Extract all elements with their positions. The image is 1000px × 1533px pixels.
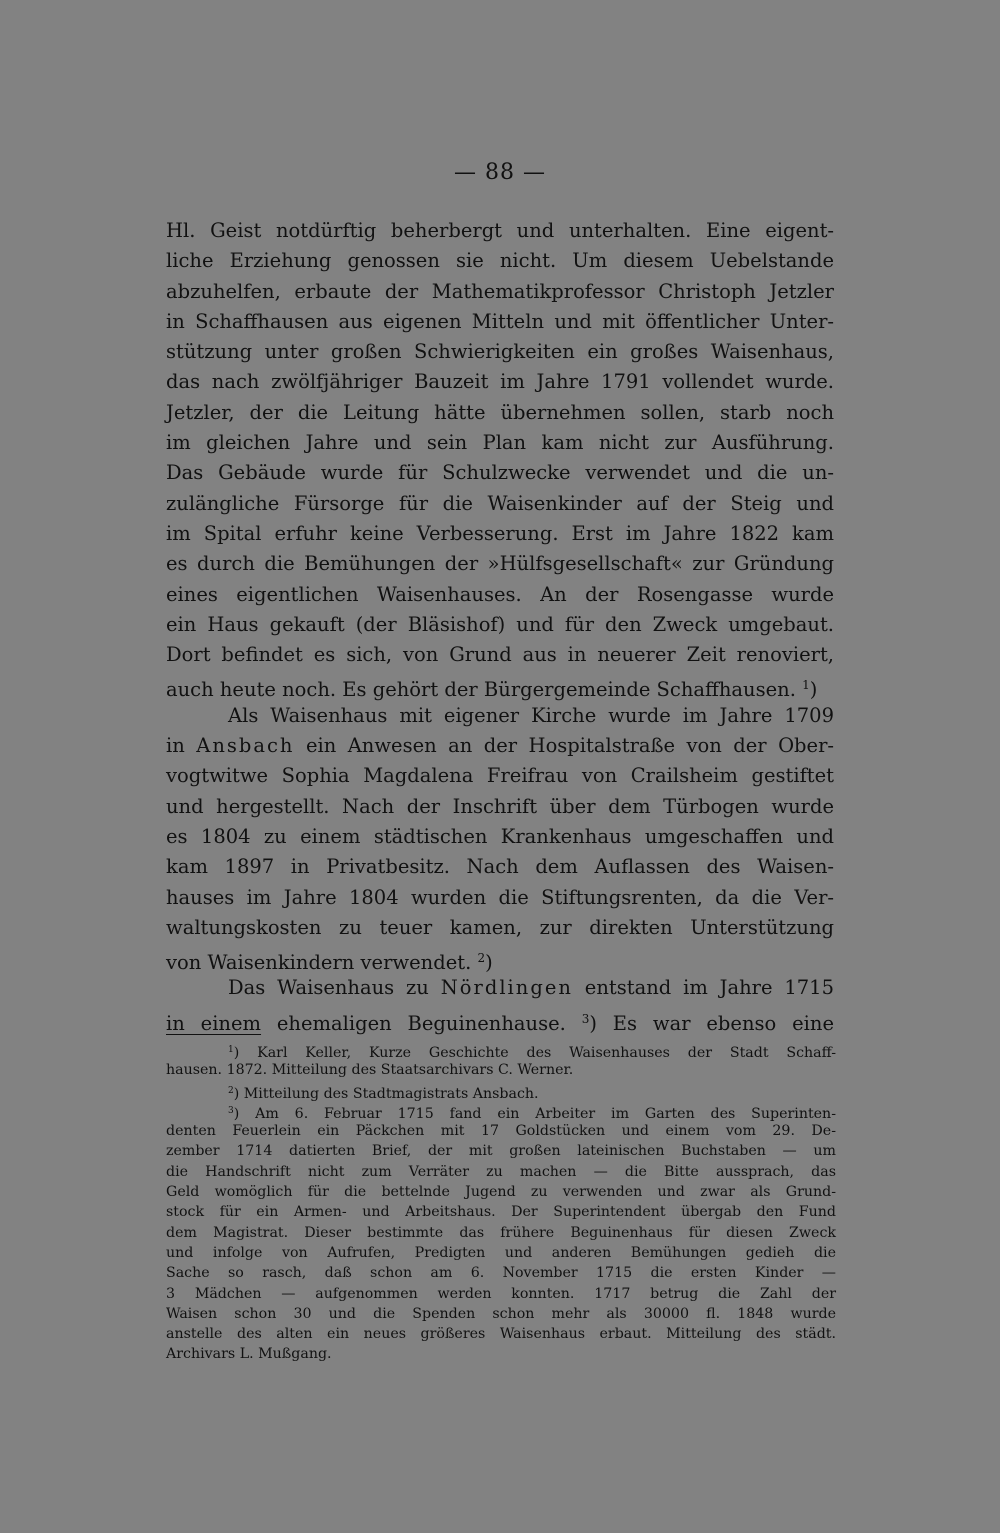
footnote-line: Archivars L. Mußgang.: [166, 1346, 332, 1363]
footnote-line: [166, 1101, 836, 1121]
text-line: hauses im Jahre 1804 wurden die Stiftungsrenten, da die Ver-: [166, 885, 834, 909]
text-line: und hergestellt. Nach der Inschrift über dem Türbogen wurde: [166, 794, 834, 818]
text-line: es 1804 zu einem städtischen Krankenhaus umgeschaffen und: [166, 824, 834, 848]
footnote-text: ) Mitteilung des Stadtmagistrats Ansbach.: [233, 1085, 539, 1102]
text-line: kam 1897 in Privatbesitz. Nach dem Auflassen des Waisen-: [166, 855, 834, 879]
footnote-ref: 3: [581, 1011, 590, 1026]
footnote-line: dem Magistrat. Dieser bestimmte das frühere Beguinenhaus für diesen Zweck: [166, 1224, 836, 1241]
text-line: in Schaffhausen aus eigenen Mitteln und mit öffentlicher Unter-: [166, 309, 834, 333]
text-line: das nach zwölfjähriger Bauzeit im Jahre 1791 vollendet wurde.: [166, 370, 834, 394]
footnote-line: Geld womöglich für die bettelnde Jugend zu verwenden und zwar als Grund-: [166, 1184, 836, 1201]
text-line: Dort befindet es sich, von Grund aus in neuerer Zeit renoviert,: [166, 643, 834, 667]
line-text: von Waisenkindern verwendet.: [166, 951, 478, 975]
page-number: — 88 —: [454, 160, 546, 185]
footnote-line: [166, 1081, 836, 1101]
footnote-line: die Handschrift nicht zum Verräter zu machen — die Bitte aussprach, das: [166, 1163, 836, 1180]
footnote-text: ) Karl Keller, Kurze Geschichte des Waisenhauses der Stadt Schaff-: [233, 1045, 836, 1061]
footnote-line: 3 Mädchen — aufgenommen werden konnten. 1717 betrug die Zahl der: [166, 1285, 836, 1302]
text-line: eines eigentlichen Waisenhauses. An der Rosengasse wurde: [166, 582, 834, 606]
text-line: im gleichen Jahre und sein Plan kam nicht zur Ausführung.: [166, 431, 834, 455]
footnote-line: [166, 1040, 836, 1060]
footnote-number: 2: [228, 1085, 234, 1096]
footnote-line: denten Feuerlein ein Päckchen mit 17 Goldstücken und einem vom 29. De-: [166, 1123, 836, 1140]
footnote-number: 3: [228, 1105, 234, 1116]
line-text: auch heute noch. Es gehört der Bürgergemeinde Schaffhausen.: [166, 678, 803, 702]
place-name: Nördlingen: [440, 976, 573, 1000]
footnote-number: 1: [228, 1045, 234, 1055]
underlined-text: in einem: [166, 1011, 262, 1035]
footnote-ref: 1: [802, 678, 810, 693]
footnote-text: ) Am 6. Februar 1715 fand ein Arbeiter im Garten des Superinten-: [233, 1105, 836, 1122]
footnote-line: Waisen schon 30 und die Spenden schon mehr als 30000 fl. 1848 wurde: [166, 1305, 836, 1322]
text-line: Hl. Geist notdürftig beherbergt und unterhalten. Eine eigent-: [166, 219, 834, 242]
footnote-line: Sache so rasch, daß schon am 6. November 1715 die ersten Kinder —: [166, 1265, 836, 1282]
footnote-ref: 2: [477, 951, 486, 966]
text-line: Jetzler, der die Leitung hätte übernehmen sollen, starb noch: [166, 400, 834, 424]
line-text: entstand im Jahre 1715: [572, 976, 834, 1000]
text-line: [166, 1004, 834, 1034]
text-line: ein Haus gekauft (der Bläsishof) und für den Zweck umgebaut.: [166, 612, 834, 636]
text-line: im Spital erfuhr keine Verbesserung. Erst im Jahre 1822 kam: [166, 521, 834, 545]
footnote-line: zember 1714 datierten Brief, der mit großen lateinischen Buchstaben — um: [166, 1143, 836, 1160]
text-line: es durch die Bemühungen der »Hülfsgesellschaft« zur Gründung: [166, 552, 834, 576]
line-text: in: [166, 734, 197, 758]
footnote-line: anstelle des alten ein neues größeres Waisenhaus erbaut. Mitteilung des städt.: [166, 1326, 836, 1343]
body-text: [166, 216, 834, 1034]
line-text: ): [809, 678, 818, 702]
text-line: abzuhelfen, erbaute der Mathematikprofessor Christoph Jetzler: [166, 279, 834, 303]
text-line: [166, 943, 834, 973]
text-line: zulängliche Fürsorge für die Waisenkinder auf der Steig und: [166, 491, 834, 515]
line-text: ehemaligen Beguinenhause.: [261, 1011, 582, 1035]
text-line: [166, 731, 834, 761]
line-text: ein Anwesen an der Hospitalstraße von der Ober-: [294, 734, 834, 758]
text-line: waltungskosten zu teuer kamen, zur direkten Unterstützung: [166, 915, 834, 939]
text-line: Das Gebäude wurde für Schulzwecke verwendet und die un-: [166, 461, 834, 485]
line-text: Das Waisenhaus zu: [228, 976, 441, 1000]
footnotes: [166, 1040, 836, 1365]
footnote-line: stock für ein Armen- und Arbeitshaus. Der Superintendent übergab den Fund: [166, 1204, 836, 1221]
text-line: [166, 973, 834, 1003]
line-text: ) Es war ebenso eine: [589, 1011, 834, 1035]
text-line: Als Waisenhaus mit eigener Kirche wurde im Jahre 1709: [228, 703, 834, 727]
text-line: [166, 670, 834, 700]
text-line: liche Erziehung genossen sie nicht. Um diesem Uebelstande: [166, 249, 834, 273]
footnote-line: und infolge von Aufrufen, Predigten und anderen Bemühungen gedieh die: [166, 1244, 836, 1261]
place-name: Ansbach: [196, 734, 295, 758]
footnote-line: hausen. 1872. Mitteilung des Staatsarchivars C. Werner.: [166, 1062, 574, 1079]
text-line: stützung unter großen Schwierigkeiten ein großes Waisenhaus,: [166, 340, 834, 364]
line-text: ): [485, 951, 493, 975]
text-line: vogtwitwe Sophia Magdalena Freifrau von Crailsheim gestiftet: [166, 764, 834, 788]
